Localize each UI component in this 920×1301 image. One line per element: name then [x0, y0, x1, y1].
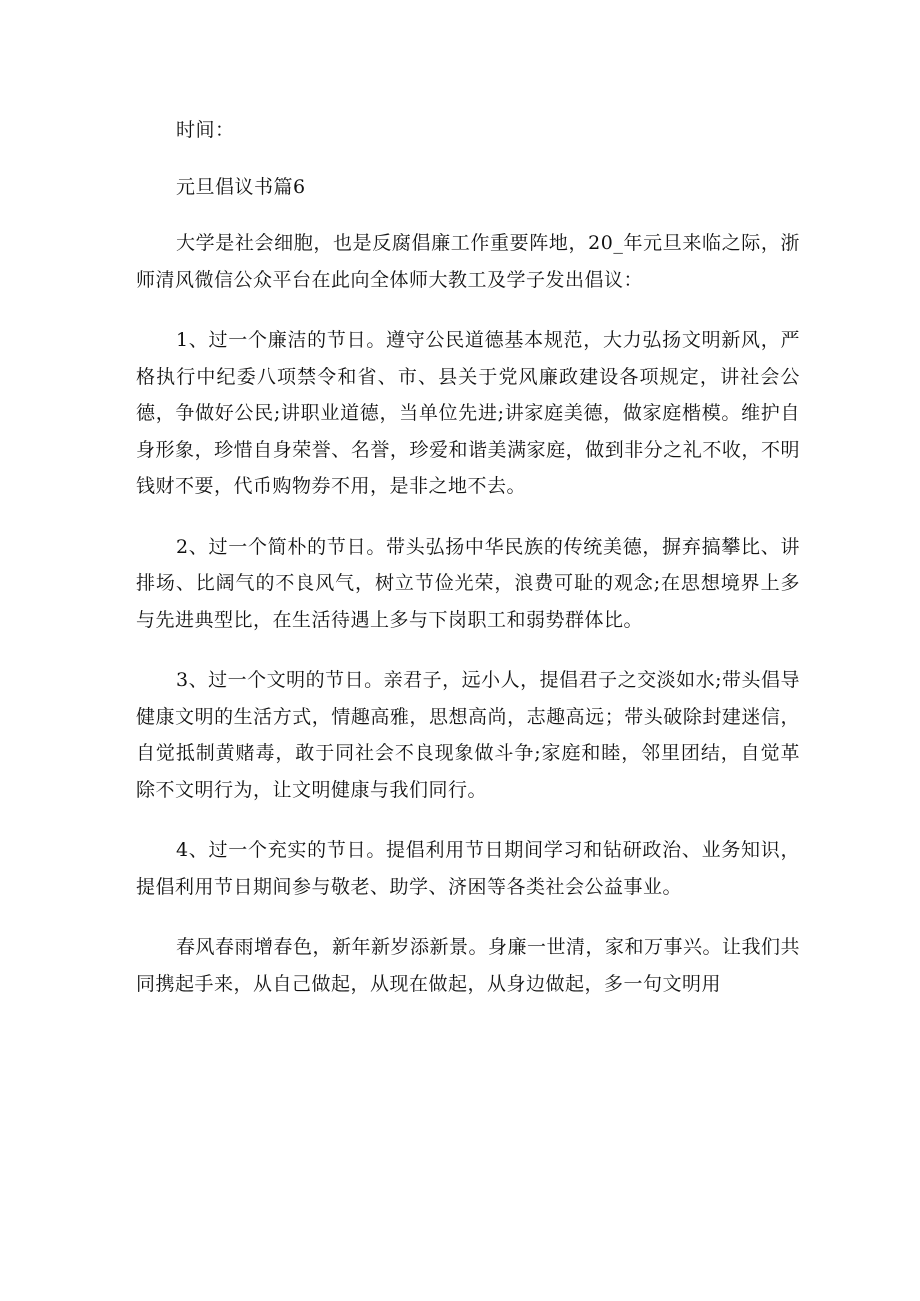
paragraph-item-4: 4、过一个充实的节日。提倡利用节日期间学习和钻研政治、业务知识，提倡利用节日期间参与敬老、助学、济困等各类社会公益事业。	[136, 839, 800, 898]
time-label: 时间：	[176, 119, 235, 141]
paragraph-closing: 春风春雨增春色，新年新岁添新景。身廉一世清，家和万事兴。让我们共同携起手来，从自己做起，从现在做起，从身边做起，多一句文明用	[136, 936, 801, 995]
paragraph-item-2: 2、过一个简朴的节日。带头弘扬中华民族的传统美德，摒弃搞攀比、讲排场、比阔气的不良风气，树立节俭光荣，浪费可耻的观念;在思想境界上多与先进典型比，在生活待遇上多与下岗职工和弱势群体比。	[136, 535, 800, 631]
paragraph-item-1: 1、过一个廉洁的节日。遵守公民道德基本规范，大力弘扬文明新风，严格执行中纪委八项禁令和省、市、县关于党风廉政建设各项规定，讲社会公德，争做好公民;讲职业道德，当单位先进;讲家庭美德，做家庭楷模。维护自身形象，珍惜自身荣誉、名誉，珍爱和谐美满家庭，做到非分之礼不收，不明钱财不要，代币购物券不用，是非之地不去。	[136, 329, 800, 497]
document-body	[136, 112, 800, 1026]
document-heading: 元旦倡议书篇6	[176, 175, 306, 198]
paragraph-intro: 大学是社会细胞，也是反腐倡廉工作重要阵地，20_年元旦来临之际，浙师清风微信公众平台在此向全体师大教工及学子发出倡议：	[136, 232, 800, 291]
paragraph-item-3: 3、过一个文明的节日。亲君子，远小人，提倡君子之交淡如水;带头倡导健康文明的生活方式，情趣高雅，思想高尚，志趣高远；带头破除封建迷信，自觉抵制黄赌毒，敢于同社会不良现象做斗争;家庭和睦，邻里团结，自觉革除不文明行为，让文明健康与我们同行。	[136, 669, 800, 801]
